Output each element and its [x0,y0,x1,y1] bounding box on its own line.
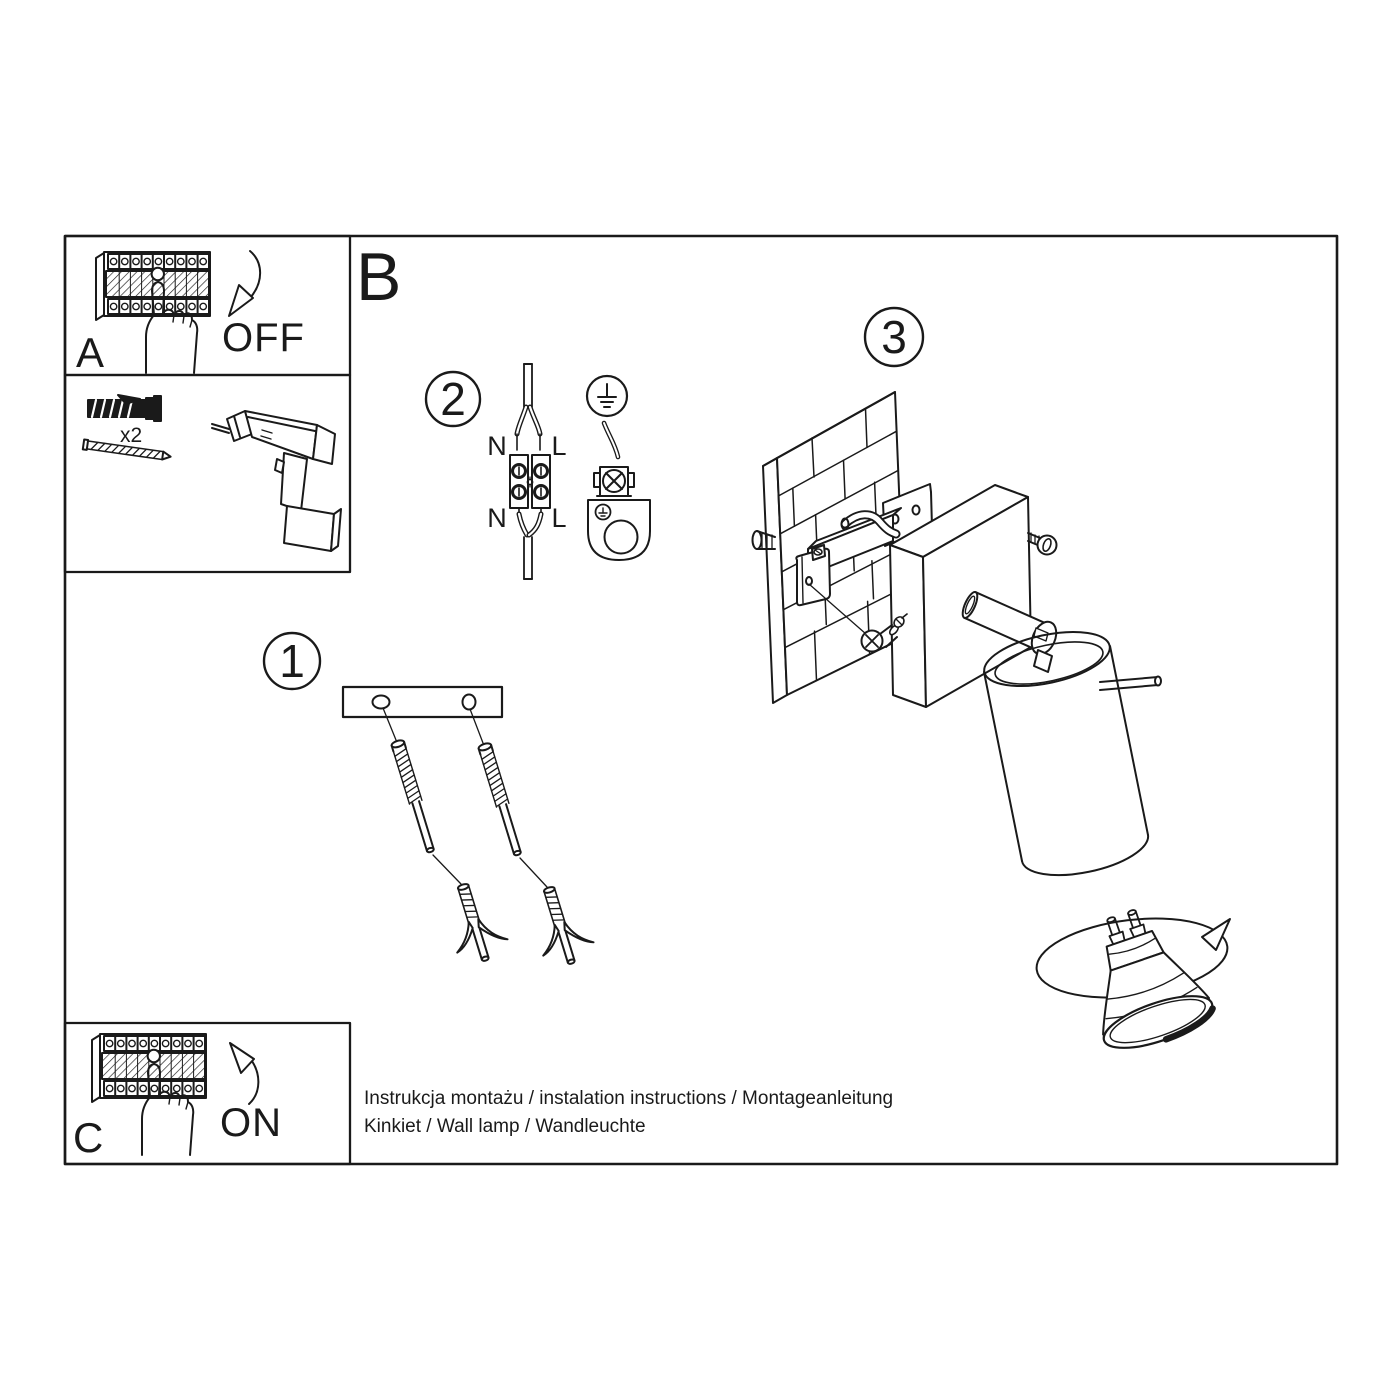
terminal-block-icon [510,455,550,508]
footer-line-1: Instrukcja montażu / instalation instructions / Montageanleitung [364,1088,894,1109]
mounting-plate [343,687,502,717]
rotate-arrow-head [1202,919,1230,950]
wire-neutral-top-label: N [487,431,507,461]
wire-neutral-bottom-label: N [487,503,507,533]
step2-number: 2 [440,373,466,425]
panel-tools [65,375,350,572]
lamp-shade [979,622,1148,875]
drill-icon [212,411,341,551]
gu10-bulb-assembly [1032,895,1232,1058]
gu10-bulb-icon [1067,895,1218,1058]
step-c-label: C [73,1114,104,1161]
step1-number: 1 [279,635,305,687]
step-a-label: A [76,329,105,376]
step1-mounting [264,633,598,971]
wire-live-bottom-label: L [551,503,567,533]
mounting-screw-1 [391,739,437,854]
step-b-label: B [356,239,402,315]
on-label: ON [220,1101,282,1145]
footer-line-2: Kinkiet / Wall lamp / Wandleuchte [364,1116,646,1137]
step3-number: 3 [881,311,907,363]
panel-c-power-on [65,1023,350,1164]
anchor-qty-label: x2 [120,424,143,447]
wall-anchor-1 [439,877,512,968]
wire-live-top-label: L [551,431,567,461]
off-label: OFF [222,316,305,360]
wall-anchor-2 [525,880,598,971]
on-arrow-icon [230,1043,258,1104]
off-arrow-icon [229,251,260,316]
mains-cable-icon [517,364,540,450]
ground-clamp-icon [588,423,650,560]
panel-a-power-off [65,236,350,375]
cable-bottom-icon [519,508,541,579]
mounting-screw-2 [478,742,524,857]
wall-plug-icon [88,395,161,421]
side-screw-right [1028,533,1057,555]
shade-handle [1100,677,1161,691]
step3-assembly [753,308,1162,875]
ground-symbol-icon [587,376,627,416]
